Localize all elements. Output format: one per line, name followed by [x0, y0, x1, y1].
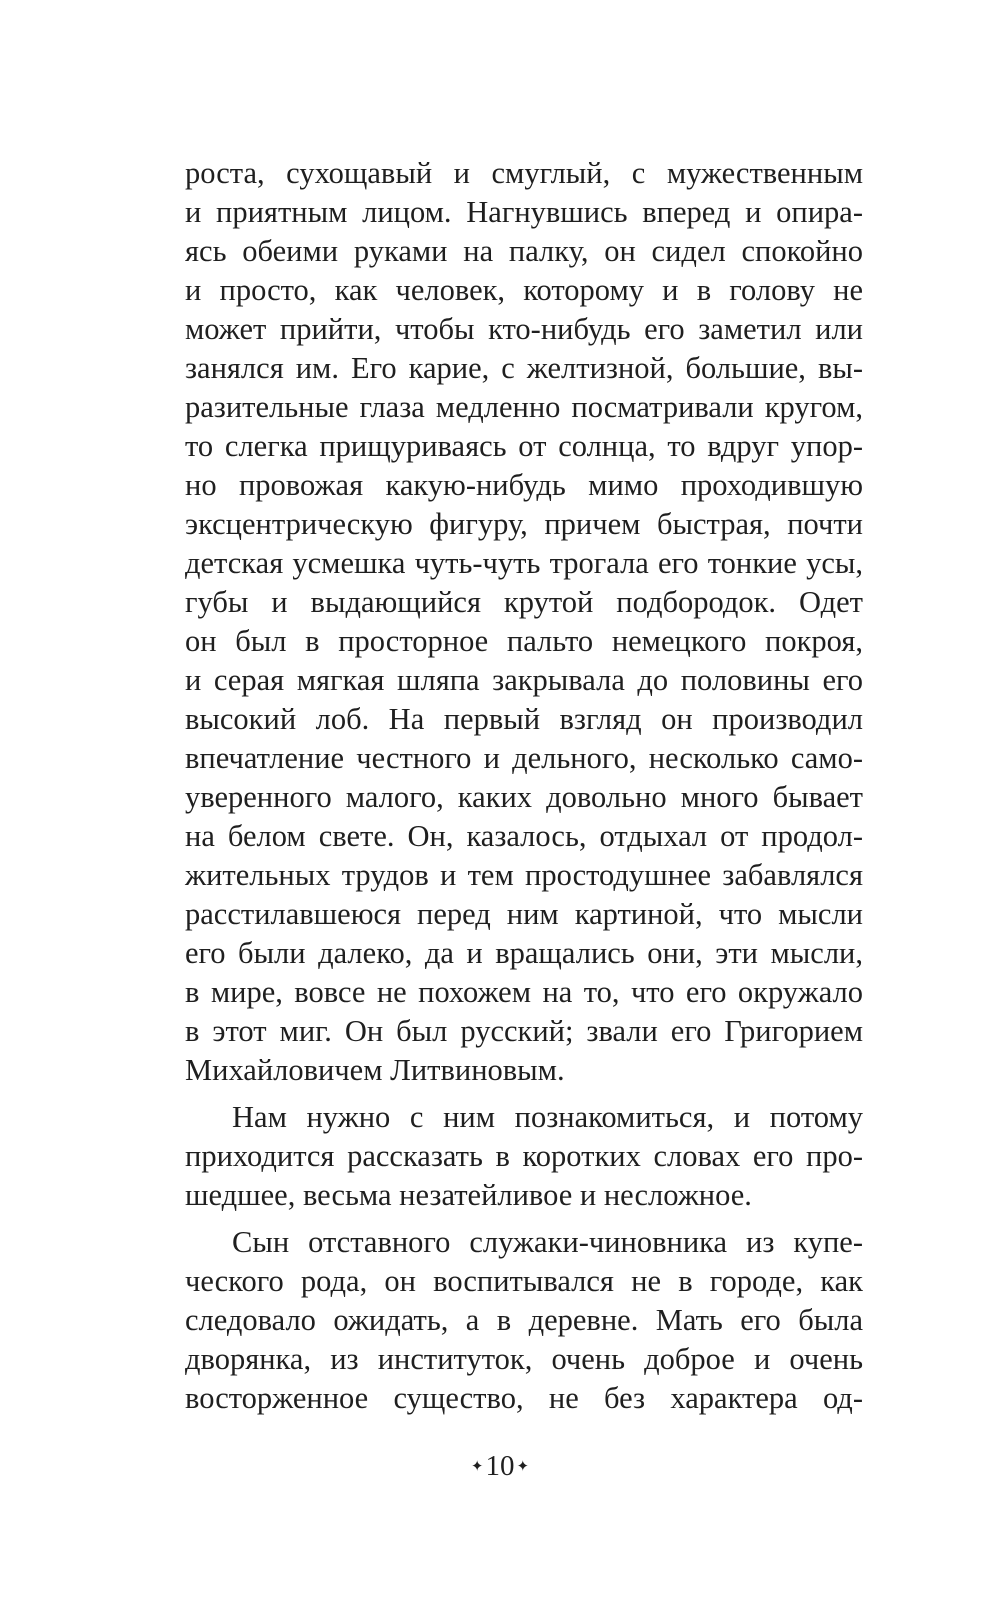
text-line: Нам нужно с ним познакомиться, и потому — [232, 1100, 863, 1134]
paragraph — [185, 1223, 863, 1418]
text-line: разительные глаза медленно посматривали кругом, — [185, 390, 863, 424]
text-line: эксцентрическую фигуру, причем быстрая, почти — [185, 507, 863, 541]
text-line: может прийти, чтобы кто-нибудь его заметил или — [185, 312, 863, 346]
text-line: впечатление честного и дельного, несколько само- — [185, 741, 863, 775]
page-number-value: 10 — [485, 1450, 515, 1482]
text-line: жительных трудов и тем простодушнее забавлялся — [185, 858, 863, 892]
text-line: дворянка, из институток, очень доброе и очень — [185, 1342, 863, 1376]
text-line: детская усмешка чуть-чуть трогала его тонкие усы, — [185, 546, 863, 580]
text-line: высокий лоб. На первый взгляд он производил — [185, 702, 863, 736]
paragraph — [185, 1098, 863, 1215]
text-line: приходится рассказать в коротких словах его про- — [185, 1139, 863, 1173]
text-line: и приятным лицом. Нагнувшись вперед и опира- — [185, 195, 863, 229]
text-line: занялся им. Его карие, с желтизной, большие, вы- — [185, 351, 863, 385]
text-line: шедшее, весьма незатейливое и несложное. — [185, 1178, 752, 1212]
paragraph-gap — [185, 1215, 863, 1223]
text-line: расстилавшеюся перед ним картиной, что мысли — [185, 897, 863, 931]
text-line: в мире, вовсе не похожем на то, что его окружало — [185, 975, 863, 1009]
text-line: уверенного малого, каких довольно много бывает — [185, 780, 863, 814]
text-line: и серая мягкая шляпа закрывала до половины его — [185, 663, 863, 697]
text-line: ясь обеими руками на палку, он сидел спокойно — [185, 234, 863, 268]
text-line: в этот миг. Он был русский; звали его Григорием — [185, 1014, 863, 1048]
text-line: на белом свете. Он, казалось, отдыхал от продол- — [185, 819, 863, 853]
text-line: и просто, как человек, которому и в голову не — [185, 273, 863, 307]
text-line: то слегка прищуриваясь от солнца, то вдруг упор- — [185, 429, 863, 463]
body-text — [185, 154, 863, 1418]
text-line: Михайловичем Литвиновым. — [185, 1053, 565, 1087]
paragraph-gap — [185, 1090, 863, 1098]
text-line: следовало ожидать, а в деревне. Мать его была — [185, 1303, 863, 1337]
text-line: губы и выдающийся крутой подбородок. Одет — [185, 585, 863, 619]
text-line: роста, сухощавый и смуглый, с мужественным — [185, 156, 863, 190]
paragraph — [185, 154, 863, 1090]
text-line: Сын отставного служаки-чиновника из купе- — [232, 1225, 863, 1259]
text-line: ческого рода, он воспитывался не в городе, как — [185, 1264, 863, 1298]
text-line: его были далеко, да и вращались они, эти мысли, — [185, 936, 863, 970]
text-line: восторженное существо, не без характера од- — [185, 1381, 863, 1415]
ornament-left-icon: ✦ — [470, 1459, 484, 1475]
ornament-right-icon: ✦ — [516, 1459, 530, 1475]
page-number — [0, 1448, 1000, 1485]
text-line: но провожая какую-нибудь мимо проходившую — [185, 468, 863, 502]
text-line: он был в просторное пальто немецкого покроя, — [185, 624, 863, 658]
